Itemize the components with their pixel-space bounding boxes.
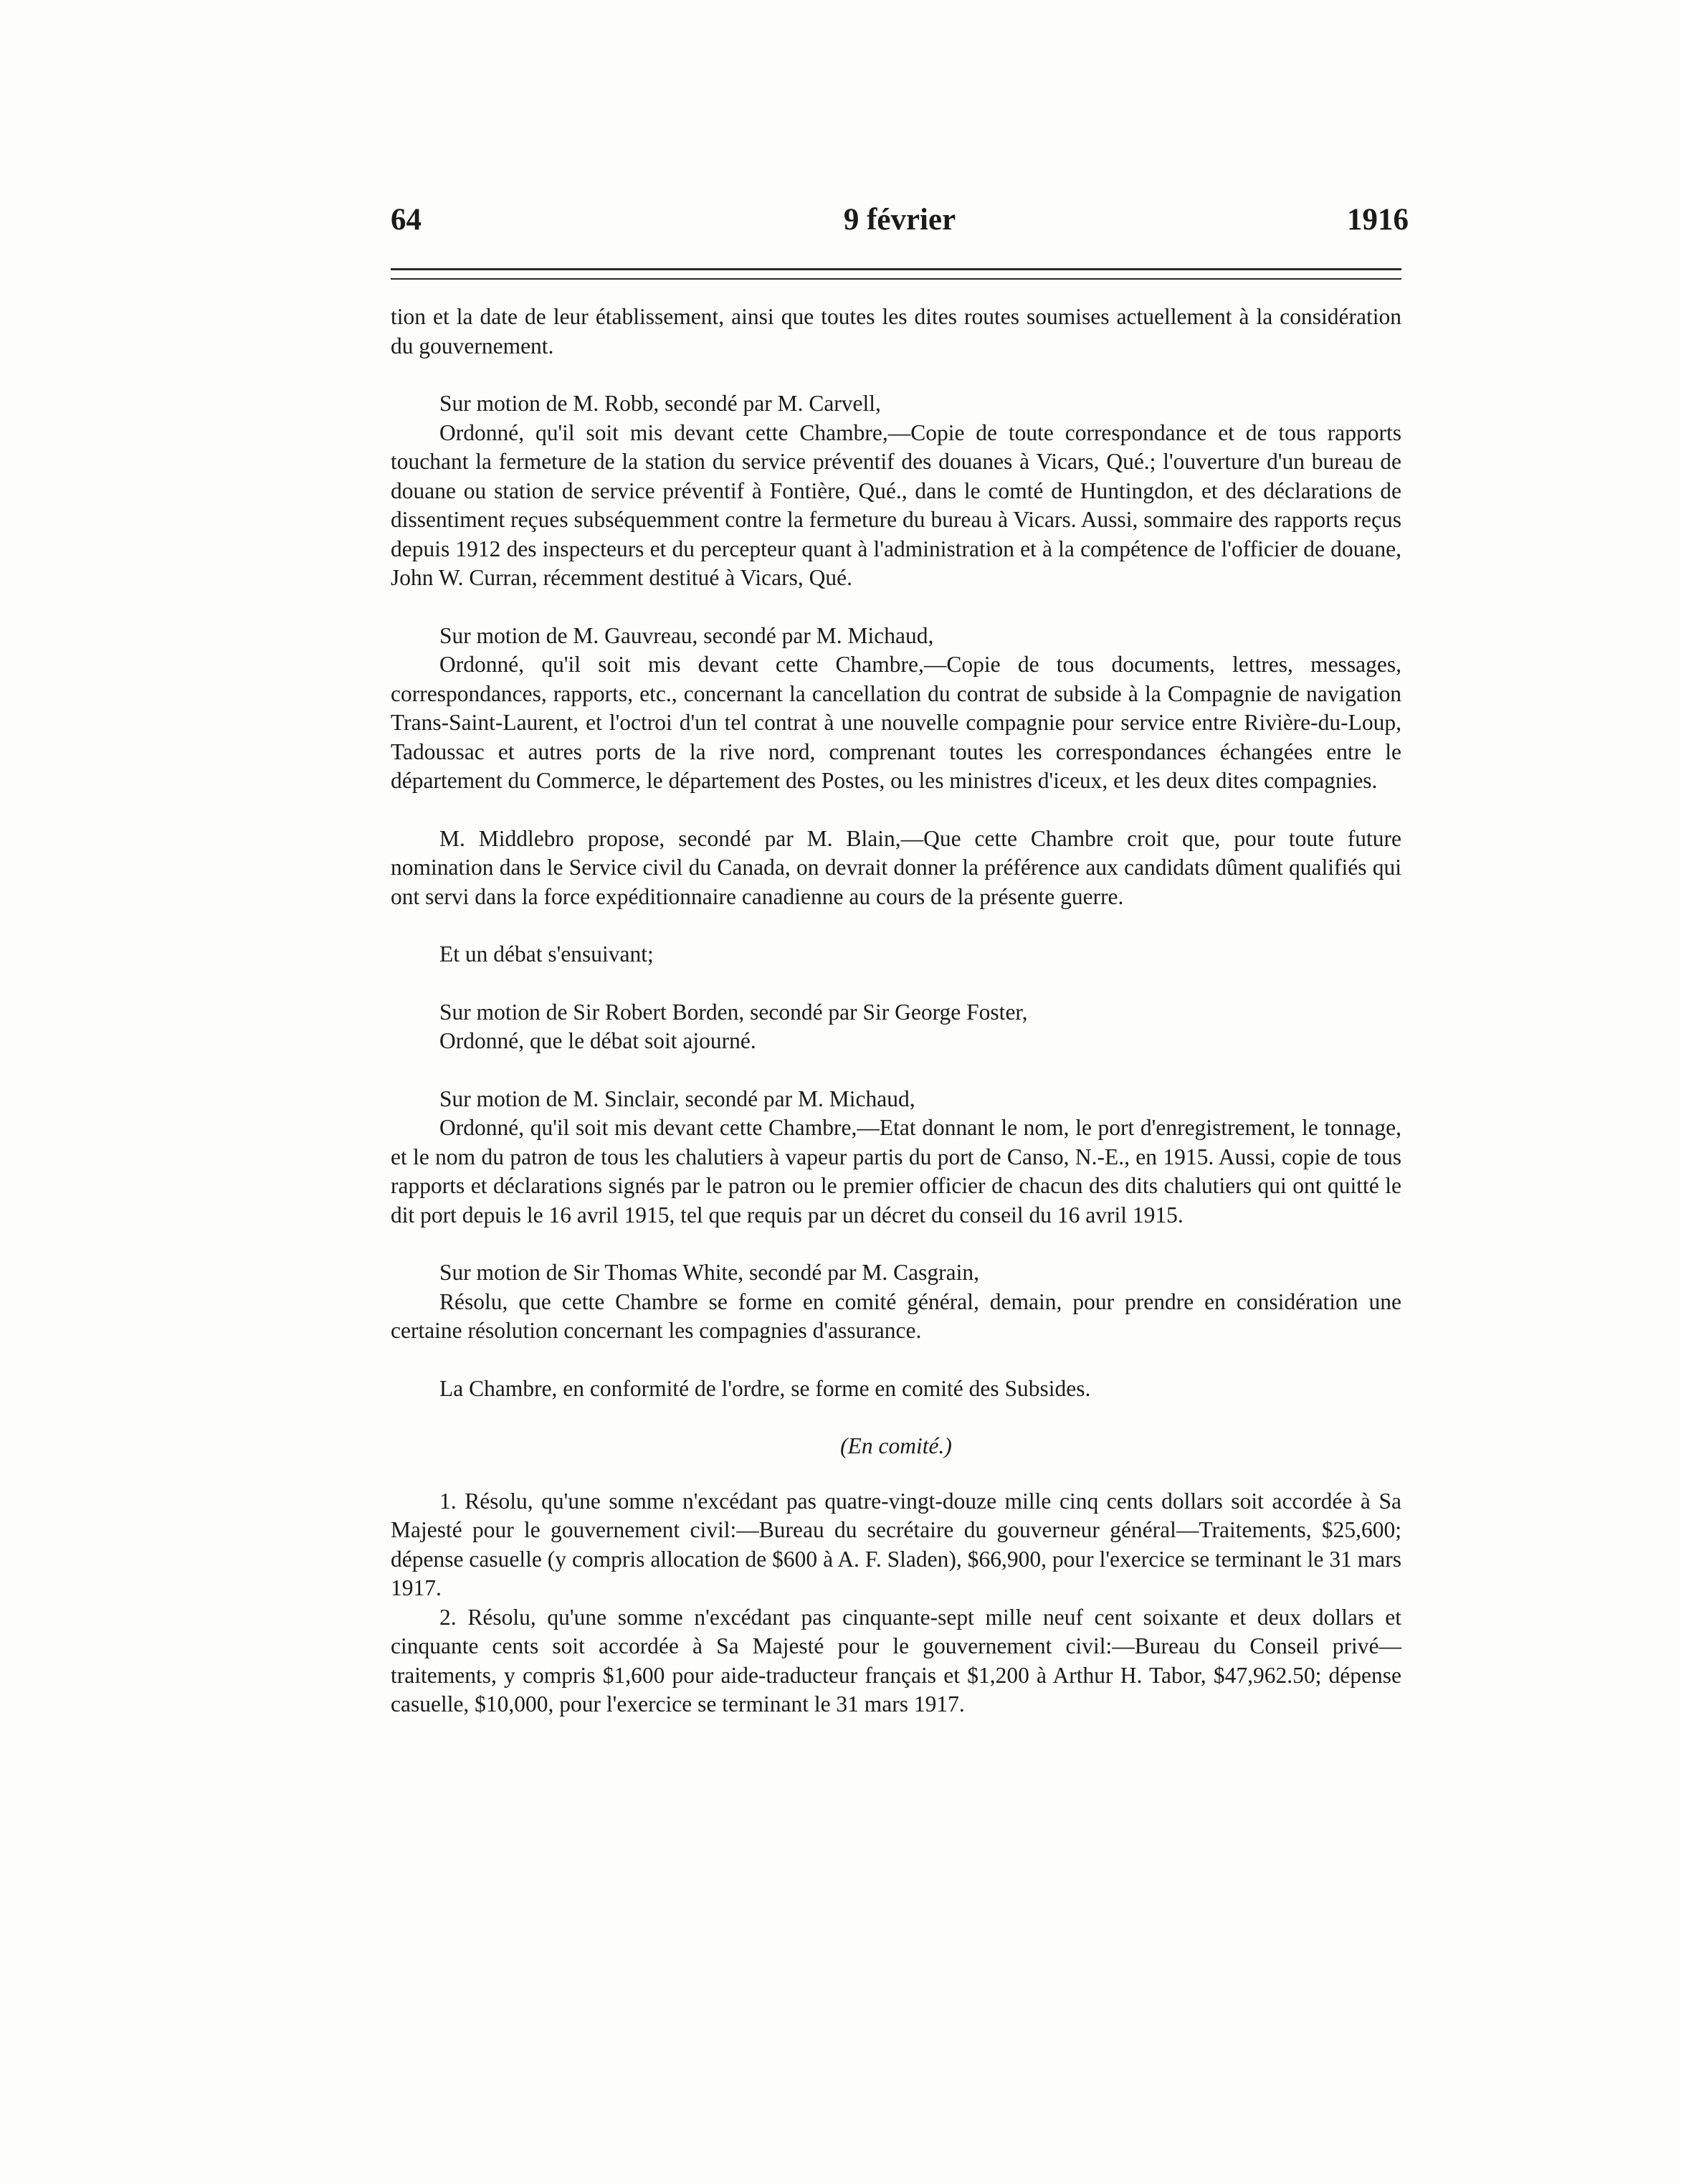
paragraph-continuation: tion et la date de leur établissement, ainsi que toutes les dites routes soumises actuellement à la considération du gouvernement. — [391, 304, 1401, 359]
resolution-white: Résolu, que cette Chambre se forme en comité général, demain, pour prendre en considération une certaine résolution concernant les compagnies d'assurance. — [391, 1288, 1401, 1343]
committee-of-supply: La Chambre, en conformité de l'ordre, se forme en comité des Subsides. — [439, 1375, 1091, 1401]
page-year: 1916 — [1347, 203, 1409, 237]
resolution-1: 1. Résolu, qu'une somme n'excédant pas quatre-vingt-douze mille cinq cents dollars soit accordée à Sa Majesté pour le gouvernement civil:—Bureau du secrétaire du gouverneur général—Traitements, $25,600; dépense casuelle (y compris allocation de $600 à A. F. Sladen), $66,900, pour l'exercice se terminant le 31 mars 1917. — [391, 1488, 1401, 1600]
motion-gauvreau: Sur motion de M. Gauvreau, secondé par M. Michaud, — [439, 622, 934, 648]
motion-white: Sur motion de Sir Thomas White, secondé par M. Casgrain, — [439, 1260, 979, 1285]
motion-robb: Sur motion de M. Robb, secondé par M. Carvell, — [439, 391, 881, 416]
proposal-middlebro: M. Middlebro propose, secondé par M. Blain,—Que cette Chambre croit que, pour toute future nomination dans le Service civil du Canada, on devrait donner la préférence aux candidats dûment qualifiés qui ont servi dans la force expéditionnaire canadienne au cours de la présente guerre. — [391, 825, 1401, 909]
order-borden: Ordonné, que le débat soit ajourné. — [439, 1028, 756, 1053]
page-header — [391, 202, 1409, 245]
page-number: 64 — [391, 203, 422, 237]
resolution-2: 2. Résolu, qu'une somme n'excédant pas cinquante-sept mille neuf cent soixante et deux dollars et cinquante cents soit accordée à Sa Majesté pour le gouvernement civil:—Bureau du Conseil privé—traitements, y compris $1,600 pour aide-traducteur français et $1,200 à Arthur H. Tabor, $47,962.50; dépense casuelle, $10,000, pour l'exercice se terminant le 31 mars 1917. — [391, 1604, 1401, 1717]
page-body — [391, 303, 1401, 1719]
in-committee-heading: (En comité.) — [840, 1433, 952, 1458]
header-rule-bottom — [391, 278, 1401, 280]
motion-borden: Sur motion de Sir Robert Borden, secondé par Sir George Foster, — [439, 999, 1028, 1025]
page-date: 9 février — [843, 203, 956, 237]
debate-note: Et un débat s'ensuivant; — [439, 941, 654, 967]
order-gauvreau: Ordonné, qu'il soit mis devant cette Chambre,—Copie de tous documents, lettres, messages, correspondances, rapports, etc., concernant la cancellation du contrat de subside à la Compagnie de navigation Trans-Saint-Laurent, et l'octroi d'un tel contrat à une nouvelle compagnie pour service entre Rivière-du-Loup, Tadoussac et autres ports de la rive nord, comprenant toutes les correspondances échangées entre le département du Commerce, le département des Postes, ou les ministres d'iceux, et les deux dites compagnies. — [391, 652, 1401, 793]
order-robb: Ordonné, qu'il soit mis devant cette Chambre,—Copie de toute correspondance et de tous rapports touchant la fermeture de la station du service préventif des douanes à Vicars, Qué.; l'ouverture d'un bureau de douane ou station de service préventif à Fontière, Qué., dans le comté de Huntingdon, et des déclarations de dissentiment reçues subséquemment contre la fermeture du bureau à Vicars. Aussi, sommaire des rapports reçus depuis 1912 des inspecteurs et du percepteur quant à l'administration et à la compétence de l'officier de douane, John W. Curran, récemment destitué à Vicars, Qué. — [391, 419, 1401, 590]
motion-sinclair: Sur motion de M. Sinclair, secondé par M. Michaud, — [439, 1086, 915, 1111]
header-rule-top — [391, 268, 1401, 270]
order-sinclair: Ordonné, qu'il soit mis devant cette Chambre,—Etat donnant le nom, le port d'enregistrement, le tonnage, et le nom du patron de tous les chalutiers à vapeur partis du port de Canso, N.-E., en 1915. Aussi, copie de tous rapports et déclarations signés par le patron ou le premier officier de chacun des dits chalutiers qui ont quitté le dit port depuis le 16 avril 1915, tel que requis par un décret du conseil du 16 avril 1915. — [391, 1115, 1401, 1228]
